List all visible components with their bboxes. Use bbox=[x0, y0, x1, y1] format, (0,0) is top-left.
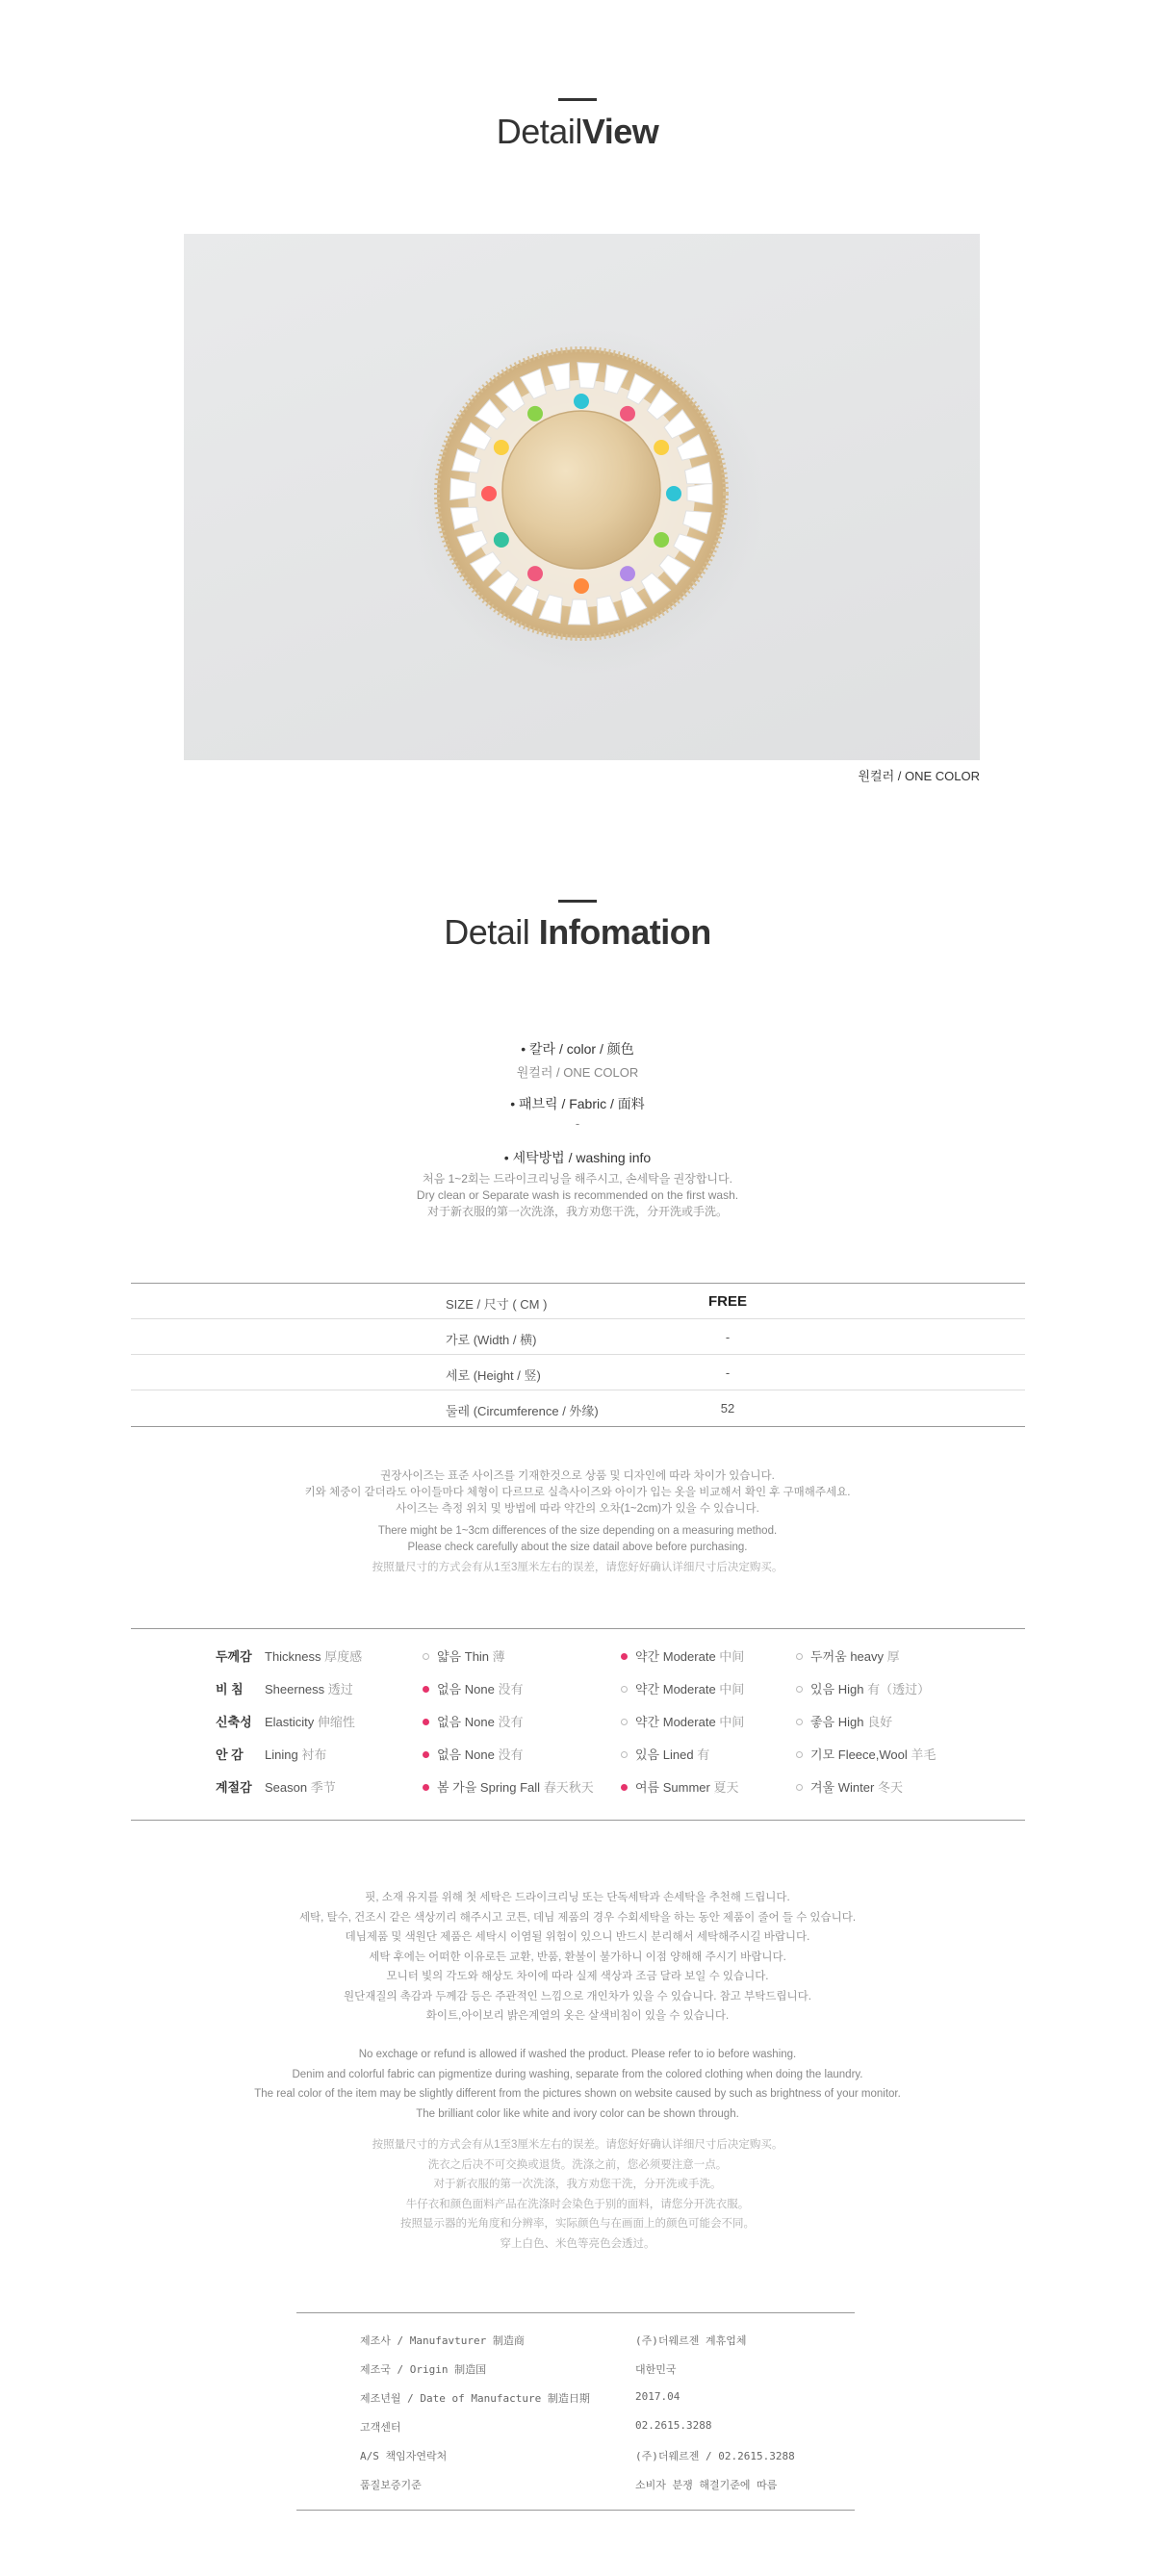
attribute-en bbox=[265, 1712, 355, 1730]
care-line: 牛仔衣和颜色面料产品在洗涤时会染色于别的面料，请您分开洗衣服。 bbox=[405, 2198, 750, 2210]
option-cn: 夏天 bbox=[713, 1780, 739, 1795]
care-line: 핏, 소재 유지를 위해 첫 세탁은 드라이크리닝 또는 단독세탁과 손세탁을 추천해 드립니다. bbox=[365, 1892, 790, 1903]
attribute-cn-text: 透过 bbox=[327, 1682, 353, 1696]
option-cn: 冬天 bbox=[877, 1780, 903, 1795]
attribute-en bbox=[265, 1646, 362, 1665]
manufacturer-key: 제조국 / Origin 制造国 bbox=[360, 2363, 487, 2376]
size-value: - bbox=[725, 1330, 731, 1344]
option-en: Fleece,Wool bbox=[837, 1747, 908, 1762]
attribute-option bbox=[796, 1745, 936, 1763]
selected-dot-icon bbox=[621, 1784, 628, 1791]
attribute-option bbox=[621, 1712, 744, 1730]
manufacturer-key: A/S 책임자연락처 bbox=[360, 2450, 448, 2462]
attribute-name: 계절감 bbox=[216, 1780, 252, 1795]
option-cn: 中间 bbox=[719, 1649, 745, 1664]
pom-pom-shape bbox=[620, 406, 635, 421]
option-en: Summer bbox=[662, 1780, 710, 1795]
option-ko: 두꺼움 bbox=[810, 1649, 847, 1664]
attribute-en bbox=[265, 1679, 353, 1697]
attribute-option bbox=[423, 1712, 523, 1730]
photo-caption: 원컬러 / ONE COLOR bbox=[858, 769, 980, 783]
selected-dot-icon bbox=[423, 1784, 429, 1791]
size-label: 가로 (Width / 横) bbox=[446, 1333, 537, 1347]
option-en: Lined bbox=[662, 1747, 694, 1762]
option-ko: 좋음 bbox=[810, 1715, 835, 1729]
care-line: 데님제품 및 색원단 제품은 세탁시 이염될 위험이 있으니 반드시 분리해서 세탁해주시길 바랍니다. bbox=[345, 1931, 810, 1943]
color-info bbox=[0, 1039, 1155, 1081]
attribute-name: 비 침 bbox=[216, 1682, 244, 1696]
unselected-dot-icon bbox=[621, 1686, 628, 1693]
attribute-en-text: Thickness bbox=[265, 1649, 321, 1664]
care-line: 洗衣之后决不可交换或退货。洗涤之前，您必须要注意一点。 bbox=[427, 2158, 728, 2171]
fabric-value: - bbox=[575, 1116, 580, 1131]
option-cn: 没有 bbox=[498, 1682, 524, 1696]
pom-pom-shape bbox=[494, 440, 509, 455]
manufacturer-value: (주)더웨르젠 계휴업체 bbox=[635, 2334, 747, 2347]
attribute-cn-text: 衬布 bbox=[301, 1747, 327, 1762]
option-cn: 没有 bbox=[498, 1715, 524, 1729]
attribute-option bbox=[423, 1646, 505, 1665]
care-line: 화이트,아이보리 밝은계열의 옷은 살색비침이 있을 수 있습니다. bbox=[425, 2010, 730, 2022]
option-cn: 中间 bbox=[719, 1715, 745, 1729]
color-label: • 칼라 / color / 颜色 bbox=[521, 1041, 634, 1057]
note-line: 권장사이즈는 표준 사이즈를 기재한것으로 상품 및 디자인에 따라 차이가 있습니다. bbox=[380, 1470, 775, 1482]
care-line: 모니터 빛의 각도와 해상도 차이에 따라 실제 색상과 조금 달라 보일 수 있습니다. bbox=[386, 1971, 769, 1982]
option-en: None bbox=[464, 1682, 495, 1696]
fabric-info bbox=[0, 1094, 1155, 1131]
note-line: 키와 체중이 같더라도 아이들마다 체형이 다르므로 실측사이즈와 아이가 입는 옷을 비교해서 확인 후 구매해주세요. bbox=[304, 1487, 851, 1498]
care-line: The brilliant color like white and ivory color can be shown through. bbox=[416, 2107, 739, 2120]
attribute-row bbox=[131, 1777, 1025, 1797]
fabric-label: • 패브릭 / Fabric / 面料 bbox=[510, 1096, 645, 1111]
option-ko: 약간 bbox=[635, 1715, 660, 1729]
option-en: heavy bbox=[850, 1649, 885, 1664]
attribute-table bbox=[131, 1628, 1025, 1821]
tassel-shape bbox=[687, 483, 712, 504]
manufacturer-row bbox=[296, 2419, 855, 2438]
option-en: Spring Fall bbox=[479, 1780, 541, 1795]
attribute-option bbox=[423, 1679, 523, 1697]
option-cn: 薄 bbox=[492, 1649, 505, 1664]
manufacturer-row bbox=[296, 2333, 855, 2352]
detail-info-title: Detail Infomation bbox=[444, 912, 711, 952]
pom-pom-shape bbox=[666, 486, 681, 501]
option-en: None bbox=[464, 1747, 495, 1762]
attribute-cn-text: 伸缩性 bbox=[317, 1715, 355, 1729]
care-chinese bbox=[0, 2135, 1155, 2254]
option-ko: 없음 bbox=[437, 1747, 462, 1762]
manufacturer-key: 고객센터 bbox=[360, 2421, 401, 2434]
attribute-option bbox=[621, 1745, 709, 1763]
size-label: 세로 (Height / 竖) bbox=[446, 1368, 541, 1383]
pom-pom-shape bbox=[527, 406, 543, 421]
manufacturer-value: 02.2615.3288 bbox=[635, 2419, 712, 2432]
attribute-option bbox=[796, 1712, 892, 1730]
note-line: 按照量尺寸的方式会有从1至3厘米左右的误差，请您好好确认详细尺寸后决定购买。 bbox=[372, 1562, 783, 1573]
unselected-dot-icon bbox=[423, 1653, 429, 1660]
size-row bbox=[131, 1390, 1025, 1426]
size-notes bbox=[0, 1468, 1155, 1576]
wash-line: 对于新衣服的第一次洗涤，我方劝您干洗，分开洗或手洗。 bbox=[426, 1205, 728, 1218]
size-value: - bbox=[725, 1365, 731, 1380]
pom-pom-shape bbox=[574, 394, 589, 409]
pom-pom-shape bbox=[654, 532, 669, 548]
wash-line: 처음 1~2회는 드라이크리닝을 해주시고, 손세탁을 권장합니다. bbox=[423, 1172, 732, 1186]
manufacturer-value: (주)더웨르젠 / 02.2615.3288 bbox=[635, 2450, 795, 2462]
pom-pom-shape bbox=[654, 440, 669, 455]
attribute-option bbox=[796, 1679, 930, 1697]
option-en: High bbox=[837, 1715, 864, 1729]
option-cn: 有 bbox=[697, 1747, 710, 1762]
title-divider bbox=[558, 900, 597, 903]
straw-hat-illustration bbox=[184, 234, 980, 760]
option-en: Moderate bbox=[662, 1682, 716, 1696]
attribute-en bbox=[265, 1745, 326, 1763]
care-line: 对于新衣服的第一次洗涤，我方劝您干洗，分开洗或手洗。 bbox=[433, 2179, 722, 2190]
manufacturer-key: 제조사 / Manufavturer 制造商 bbox=[360, 2334, 525, 2347]
selected-dot-icon bbox=[621, 1653, 628, 1660]
attribute-option bbox=[423, 1777, 594, 1796]
care-line: 원단재질의 촉감과 두께감 등은 주관적인 느낌으로 개인차가 있을 수 있습니다. 참고 부탁드립니다. bbox=[344, 1990, 811, 2002]
size-row bbox=[131, 1355, 1025, 1390]
unselected-dot-icon bbox=[621, 1719, 628, 1725]
attribute-name: 신축성 bbox=[216, 1715, 252, 1729]
size-label: 둘레 (Circumference / 外缘) bbox=[446, 1404, 599, 1418]
product-photo bbox=[184, 234, 980, 760]
option-ko: 없음 bbox=[437, 1682, 462, 1696]
size-table bbox=[131, 1283, 1025, 1427]
attribute-cn-text: 厚度感 bbox=[324, 1649, 363, 1664]
care-english bbox=[0, 2045, 1155, 2124]
attribute-row bbox=[131, 1745, 1025, 1764]
care-line: No exchage or refund is allowed if washed the product. Please refer to io before washing. bbox=[358, 2049, 797, 2060]
attribute-cn-text: 季节 bbox=[310, 1780, 336, 1795]
care-line: 세탁 후에는 어떠한 이유로든 교환, 반품, 환불이 불가하니 이점 양해해 주시기 바랍니다. bbox=[369, 1951, 786, 1963]
option-cn: 有（透过） bbox=[867, 1682, 931, 1696]
manufacturer-row bbox=[296, 2477, 855, 2496]
attribute-row bbox=[131, 1679, 1025, 1698]
care-line: 穿上白色、米色等亮色会透过。 bbox=[500, 2237, 655, 2250]
wash-line: Dry clean or Separate wash is recommended on the first wash. bbox=[416, 1188, 739, 1202]
title-divider bbox=[558, 98, 597, 101]
attribute-en-text: Elasticity bbox=[265, 1715, 315, 1729]
unselected-dot-icon bbox=[621, 1751, 628, 1758]
unselected-dot-icon bbox=[796, 1751, 803, 1758]
unselected-dot-icon bbox=[796, 1653, 803, 1660]
attribute-en-text: Lining bbox=[265, 1747, 298, 1762]
care-line: The real color of the item may be slightly different from the pictures shown on website caused by such as brightness of your monitor. bbox=[254, 2088, 901, 2100]
option-en: Moderate bbox=[662, 1649, 716, 1664]
color-value: 원컬러 / ONE COLOR bbox=[516, 1065, 639, 1080]
option-ko: 없음 bbox=[437, 1715, 462, 1729]
attribute-en bbox=[265, 1777, 336, 1796]
option-ko: 약간 bbox=[635, 1682, 660, 1696]
size-value: 52 bbox=[720, 1401, 735, 1416]
note-line: 사이즈는 측정 위치 및 방법에 따라 약간의 오차(1~2cm)가 있을 수 있습니다. bbox=[396, 1503, 759, 1515]
note-line: Please check carefully about the size datail above before purchasing. bbox=[407, 1542, 748, 1553]
selected-dot-icon bbox=[423, 1719, 429, 1725]
option-ko: 있음 bbox=[810, 1682, 835, 1696]
care-korean bbox=[0, 1888, 1155, 2027]
option-cn: 没有 bbox=[498, 1747, 524, 1762]
attribute-name: 안 감 bbox=[216, 1747, 244, 1762]
size-row bbox=[131, 1284, 1025, 1319]
manufacturer-row bbox=[296, 2361, 855, 2381]
option-en: None bbox=[464, 1715, 495, 1729]
attribute-option bbox=[621, 1777, 739, 1796]
manufacturer-value: 대한민국 bbox=[635, 2363, 677, 2376]
attribute-name: 두께감 bbox=[216, 1649, 252, 1664]
care-line: Denim and colorful fabric can pigmentize during washing, separate from the colored clothing when doing the laundry. bbox=[292, 2068, 863, 2080]
option-ko: 얇음 bbox=[437, 1649, 462, 1664]
unselected-dot-icon bbox=[796, 1784, 803, 1791]
option-en: Thin bbox=[464, 1649, 490, 1664]
selected-dot-icon bbox=[423, 1686, 429, 1693]
option-en: High bbox=[837, 1682, 864, 1696]
option-ko: 겨울 bbox=[810, 1780, 835, 1795]
option-cn: 羊毛 bbox=[911, 1747, 937, 1762]
attribute-option bbox=[796, 1777, 903, 1796]
option-en: Moderate bbox=[662, 1715, 716, 1729]
pom-pom-shape bbox=[620, 566, 635, 581]
option-ko: 봄 가을 bbox=[437, 1780, 477, 1795]
manufacturer-key: 제조년월 / Date of Manufacture 制造日期 bbox=[360, 2392, 590, 2405]
wash-label: • 세탁방법 / washing info bbox=[503, 1150, 652, 1165]
option-cn: 良好 bbox=[867, 1715, 893, 1729]
size-row bbox=[131, 1319, 1025, 1355]
option-cn: 春天秋天 bbox=[543, 1780, 594, 1795]
option-cn: 中间 bbox=[719, 1682, 745, 1696]
attribute-row bbox=[131, 1646, 1025, 1666]
unselected-dot-icon bbox=[796, 1686, 803, 1693]
manufacturer-table bbox=[296, 2312, 855, 2511]
option-en: Winter bbox=[837, 1780, 875, 1795]
unselected-dot-icon bbox=[796, 1719, 803, 1725]
attribute-option bbox=[621, 1679, 744, 1697]
manufacturer-key: 품질보증기준 bbox=[360, 2479, 422, 2491]
attribute-option bbox=[621, 1646, 744, 1665]
pom-pom-shape bbox=[527, 566, 543, 581]
manufacturer-row bbox=[296, 2448, 855, 2467]
wash-info bbox=[0, 1148, 1155, 1220]
care-line: 按照显示器的光角度和分辨率，实际颜色与在画面上的颜色可能会不同。 bbox=[400, 2218, 755, 2230]
pom-pom-shape bbox=[494, 532, 509, 548]
size-label: SIZE / 尺寸 ( CM ) bbox=[446, 1297, 548, 1312]
manufacturer-value: 2017.04 bbox=[635, 2390, 680, 2403]
option-ko: 약간 bbox=[635, 1649, 660, 1664]
note-line: There might be 1~3cm differences of the size depending on a measuring method. bbox=[377, 1525, 778, 1537]
size-value: FREE bbox=[707, 1293, 747, 1310]
option-ko: 기모 bbox=[810, 1747, 835, 1762]
manufacturer-row bbox=[296, 2390, 855, 2410]
pom-pom-shape bbox=[481, 486, 497, 501]
attribute-en-text: Sheerness bbox=[265, 1682, 325, 1696]
manufacturer-value: 소비자 분쟁 해결기준에 따름 bbox=[635, 2479, 778, 2491]
care-line: 按照量尺寸的方式会有从1至3厘米左右的误差。请您好好确认详细尺寸后决定购买。 bbox=[372, 2139, 783, 2151]
attribute-option bbox=[423, 1745, 523, 1763]
detail-view-title: DetailView bbox=[496, 112, 659, 151]
pom-pom-shape bbox=[574, 578, 589, 594]
attribute-row bbox=[131, 1712, 1025, 1731]
attribute-en-text: Season bbox=[265, 1780, 308, 1795]
option-ko: 여름 bbox=[635, 1780, 660, 1795]
option-cn: 厚 bbox=[886, 1649, 900, 1664]
care-line: 세탁, 탈수, 건조시 같은 색상끼리 해주시고 코튼, 데님 제품의 경우 수회세탁을 하는 동안 제품이 줄어 들 수 있습니다. bbox=[298, 1911, 857, 1924]
selected-dot-icon bbox=[423, 1751, 429, 1758]
attribute-option bbox=[796, 1646, 900, 1665]
option-ko: 있음 bbox=[635, 1747, 660, 1762]
